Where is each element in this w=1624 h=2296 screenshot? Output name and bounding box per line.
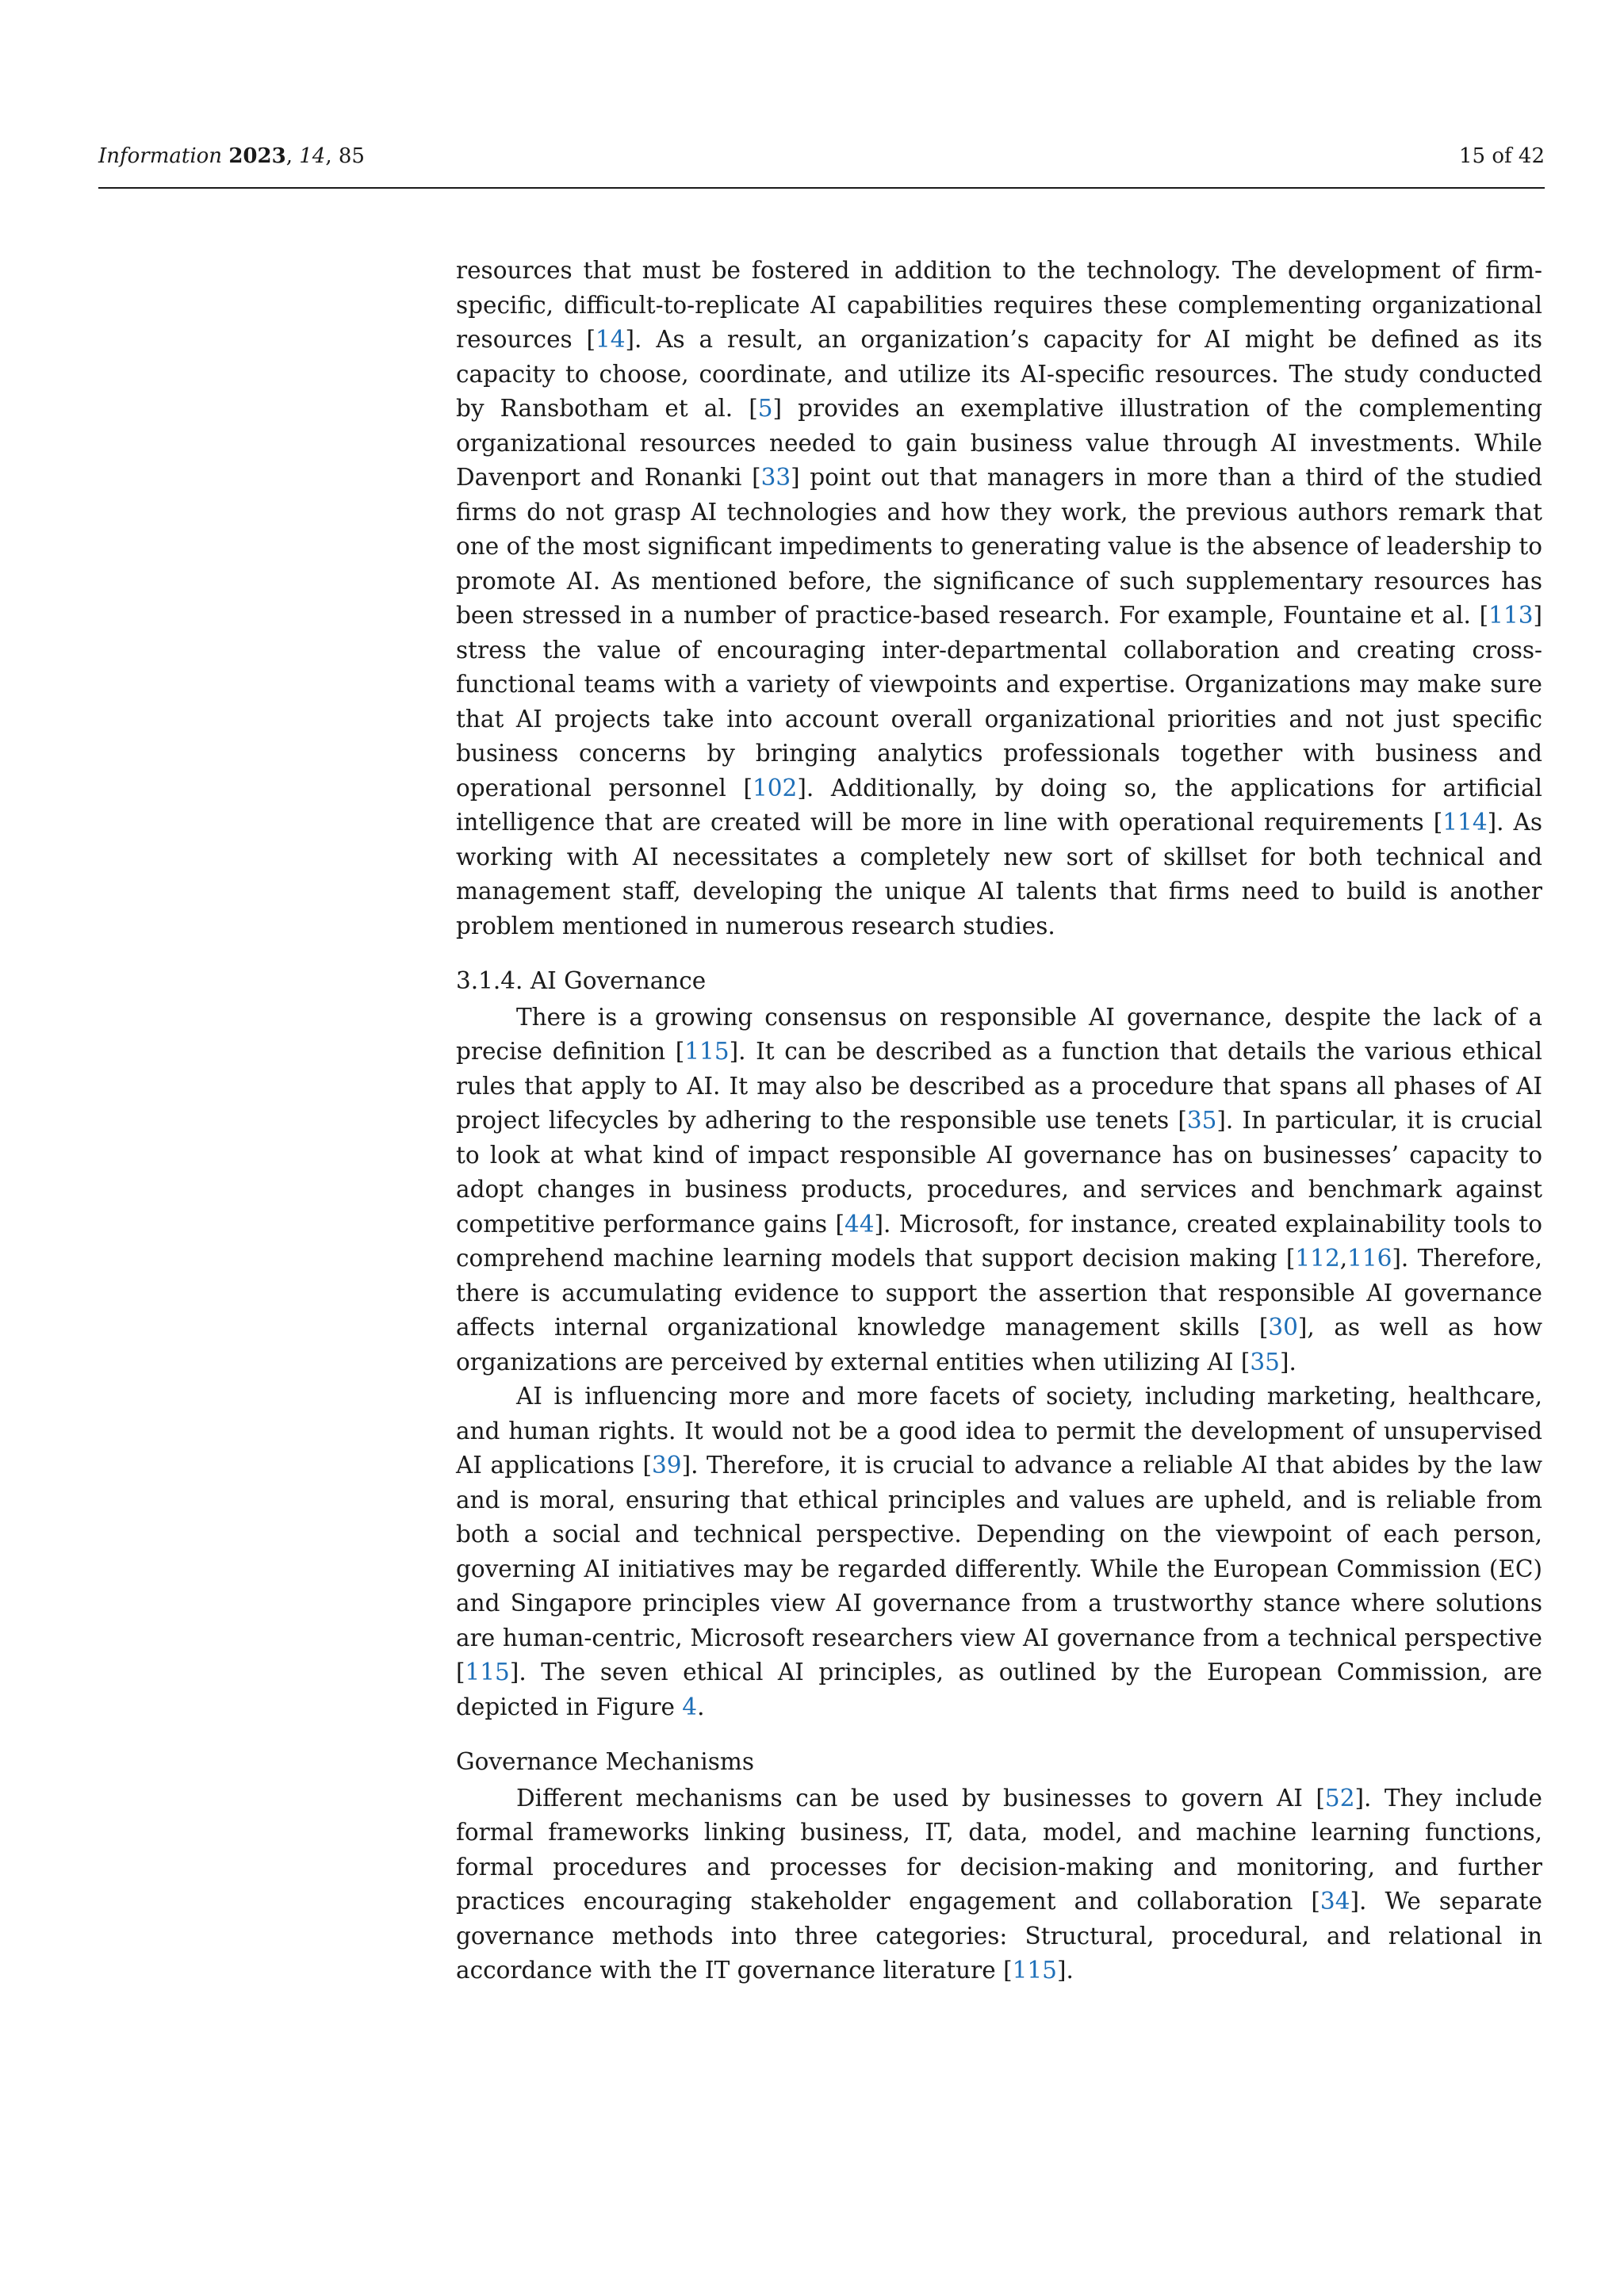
journal-citation: Information 2023, 14, 85 xyxy=(98,144,365,168)
citation-link[interactable]: 35 xyxy=(1186,1107,1217,1134)
citation-link[interactable]: 44 xyxy=(844,1210,875,1238)
article-body xyxy=(456,254,1542,1988)
journal-volume: 14 xyxy=(299,144,326,168)
citation-link[interactable]: 4 xyxy=(682,1693,698,1720)
citation-link[interactable]: 115 xyxy=(465,1659,510,1686)
page-header xyxy=(98,143,1545,170)
paragraph-governance-society: AI is influencing more and more facets of society, including marketing, healthcare, and human rights. It would not be a good idea to permit the development of unsupervised AI applications [39]. Therefore, it is crucial to advance a reliable AI that abides by the law and is moral, ensuring that ethical principles and values are upheld, and is reliable from both a social and technical perspective. Depending on the viewpoint of each person, governing AI initiatives may be regarded differently. While the European Commission (EC) and Singapore principles view AI governance from a trustworthy stance where solutions are human-centric, Microsoft researchers view AI governance from a technical perspective [115]. The seven ethical AI principles, as outlined by the European Commission, are depicted in Figure 4. xyxy=(456,1383,1542,1720)
citation-link[interactable]: 113 xyxy=(1488,602,1534,629)
subsection-heading-governance-mechanisms: Governance Mechanisms xyxy=(456,1748,754,1775)
journal-year: 2023 xyxy=(228,144,286,168)
paragraph-governance-definition: There is a growing consensus on responsible AI governance, despite the lack of a precise definition [115]. It can be described as a function that details the various ethical rules that apply to AI. It may also be described as a procedure that spans all phases of AI project lifecycles by adhering to the responsible use tenets [35]. In particular, it is crucial to look at what kind of impact responsible AI governance has on businesses’ capacity to adopt changes in business products, procedures, and services and benchmark against competitive performance gains [44]. Microsoft, for instance, created explainability tools to comprehend machine learning models that support decision making [112,116]. Therefore, there is accumulating evidence to support the assertion that responsible AI governance affects internal organizational knowledge management skills [30], as well as how organizations are perceived by external entities when utilizing AI [35]. xyxy=(456,1003,1542,1376)
header-rule xyxy=(98,187,1545,189)
citation-link[interactable]: 33 xyxy=(760,464,791,491)
paragraph-governance-mechanisms: Different mechanisms can be used by businesses to govern AI [52]. They include formal frameworks linking business, IT, data, model, and machine learning functions, formal procedures and processes for decision-making and monitoring, and further practices encouraging stakeholder engagement and collaboration [34]. We separate governance methods into three categories: Structural, procedural, and relational in accordance with the IT governance literature [115]. xyxy=(456,1784,1542,1984)
citation-link[interactable]: 39 xyxy=(652,1452,682,1479)
section-heading-ai-governance: 3.1.4. AI Governance xyxy=(456,967,707,994)
citation-link[interactable]: 115 xyxy=(1012,1957,1057,1984)
journal-name: Information xyxy=(98,144,223,168)
paragraph-capabilities: resources that must be fostered in addition to the technology. The development of firm-specific, difficult-to-replicate AI capabilities requires these complementing organizational resources [14]. As a result, an organization’s capacity for AI might be defined as its capacity to choose, coordinate, and utilize its AI-specific resources. The study conducted by Ransbotham et al. [5] provides an exemplative illustration of the complementing organizational resources needed to gain business value through AI investments. While Davenport and Ronanki [33] point out that managers in more than a third of the studied firms do not grasp AI technologies and how they work, the previous authors remark that one of the most significant impediments to generating value is the absence of leadership to promote AI. As mentioned before, the significance of such supplementary resources has been stressed in a number of practice-based research. For example, Fountaine et al. [113] stress the value of encouraging inter-departmental collaboration and creating cross-functional teams with a variety of viewpoints and expertise. Organizations may make sure that AI projects take into account overall organizational priorities and not just specific business concerns by bringing analytics professionals together with business and operational personnel [102]. Additionally, by doing so, the applications for artificial intelligence that are created will be more in line with operational requirements [114]. As working with AI necessitates a completely new sort of skillset for both technical and management staff, developing the unique AI talents that firms need to build is another problem mentioned in numerous research studies. xyxy=(456,257,1542,939)
citation-link[interactable]: 30 xyxy=(1268,1314,1298,1341)
page-number: 15 of 42 xyxy=(1459,144,1545,168)
citation-link[interactable]: 116 xyxy=(1347,1245,1392,1272)
citation-link[interactable]: 5 xyxy=(757,395,773,422)
citation-link[interactable]: 112 xyxy=(1295,1245,1340,1272)
citation-link[interactable]: 114 xyxy=(1442,809,1488,836)
citation-link[interactable]: 115 xyxy=(684,1038,730,1065)
citation-link[interactable]: 34 xyxy=(1320,1888,1350,1915)
citation-link[interactable]: 102 xyxy=(753,774,798,802)
citation-link[interactable]: 52 xyxy=(1324,1784,1355,1812)
citation-link[interactable]: 14 xyxy=(595,326,626,353)
citation-link[interactable]: 35 xyxy=(1250,1348,1280,1376)
article-number: 85 xyxy=(338,144,365,168)
